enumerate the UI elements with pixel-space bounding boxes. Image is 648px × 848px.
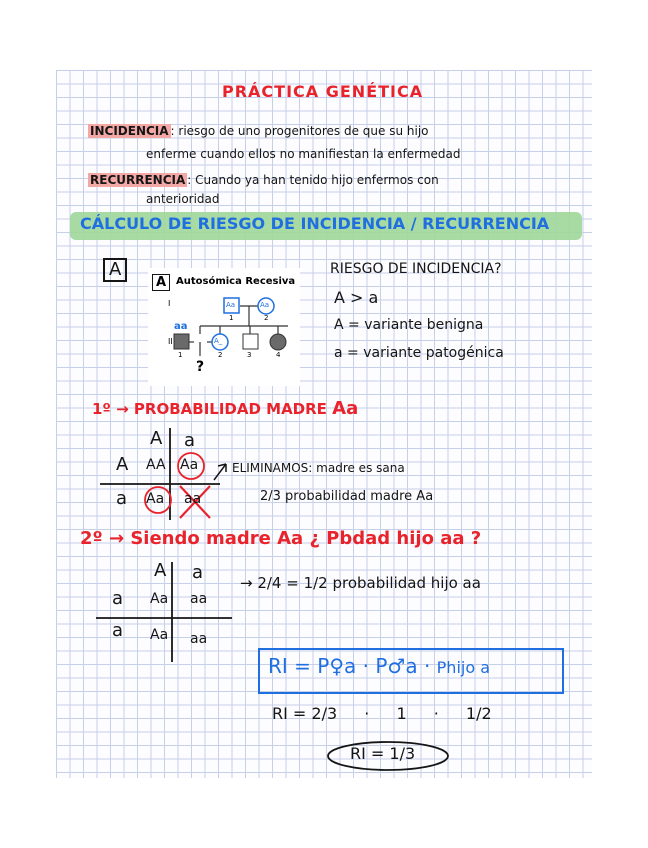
ri-line <box>272 706 492 722</box>
page-title: PRÁCTICA GENÉTICA <box>222 82 424 101</box>
punnett-cell: aa <box>184 491 202 507</box>
punnett-cell: Aa <box>146 491 165 507</box>
punnett-row-header: a <box>116 488 128 509</box>
pedigree-title: Autosómica Recesiva <box>176 276 296 287</box>
individual-number: 3 <box>247 351 252 359</box>
generation-label: I <box>168 299 171 308</box>
formula-lhs: RI = <box>268 654 311 678</box>
step1-label: 1º → <box>92 400 129 418</box>
definition-text: : riesgo de uno progenitores de que su hijo <box>170 124 429 138</box>
punnett-cell: Aa <box>150 591 169 607</box>
punnett-col-header: a <box>192 562 204 583</box>
step2-heading <box>80 530 481 548</box>
formula-dot: · <box>423 654 431 678</box>
step2-result: → 2/4 = 1/2 probabilidad hijo aa <box>240 574 481 592</box>
punnett-row-header: A <box>116 454 129 475</box>
punnett-row-header: a <box>112 588 124 609</box>
ri-result: RI = 1/3 <box>350 744 416 763</box>
punnett-cell: Aa <box>180 457 199 473</box>
genotype-label: Aa <box>226 301 236 309</box>
risk-line: A > a <box>334 288 379 307</box>
risk-line: A = variante benigna <box>334 317 484 333</box>
ri-dot: · <box>433 704 439 723</box>
risk-line: a = variante patogénica <box>334 345 504 361</box>
formula-dot: · <box>362 654 369 678</box>
individual-number: 1 <box>178 351 183 359</box>
punnett-row-header: a <box>112 620 124 641</box>
risk-question: RIESGO DE INCIDENCIA? <box>330 261 502 277</box>
punnett-cell: Aa <box>150 627 169 643</box>
punnett-col-header: a <box>184 430 196 451</box>
section-heading: CÁLCULO DE RIESGO DE INCIDENCIA / RECURRENCIA <box>80 214 550 233</box>
individual-number: 2 <box>218 351 223 359</box>
individual-number: 4 <box>276 351 281 359</box>
punnett-col-header: A <box>150 428 163 449</box>
punnett-cell: aa <box>190 631 208 647</box>
ri-dot: · <box>364 704 370 723</box>
punnett-col-header: A <box>154 560 167 581</box>
ri-part: 1/2 <box>465 704 492 723</box>
step2-text: Siendo madre Aa ¿ Pbdad hijo aa ? <box>130 528 482 549</box>
step1-genotype: Aa <box>332 398 359 419</box>
step1-note: 2/3 probabilidad madre Aa <box>260 489 434 504</box>
ri-part: 1 <box>396 704 407 723</box>
step2-label: 2º → <box>80 528 125 549</box>
formula-term: P♂a <box>375 654 418 678</box>
punnett-cell: AA <box>146 457 166 473</box>
definition-text-line2: anterioridad <box>146 192 220 206</box>
generation-label: II <box>168 337 173 346</box>
pedigree-box-label: A <box>152 274 170 291</box>
individual-number: 1 <box>229 314 234 322</box>
individual-number: 2 <box>264 314 269 322</box>
ri-part: RI = 2/3 <box>272 704 338 723</box>
section-a-label: A <box>103 258 127 282</box>
step1-text: PROBABILIDAD MADRE <box>133 400 327 418</box>
formula-term: Phijo a <box>436 658 491 677</box>
definition-term: INCIDENCIA <box>90 124 169 138</box>
genotype-label: A_ <box>214 337 223 345</box>
punnett-cell: aa <box>190 591 208 607</box>
unknown-child: ? <box>196 359 205 375</box>
definition-text: : Cuando ya han tenido hijo enfermos con <box>187 173 439 187</box>
genotype-label: aa <box>174 321 188 332</box>
formula-line <box>268 656 490 676</box>
genotype-label: Aa <box>260 301 270 309</box>
definition-term: RECURRENCIA <box>90 173 186 187</box>
definition-text-line2: enferme cuando ellos no manifiestan la enfermedad <box>146 147 461 161</box>
formula-term: P♀a <box>317 654 357 678</box>
step1-note: ELIMINAMOS: madre es sana <box>232 461 405 475</box>
